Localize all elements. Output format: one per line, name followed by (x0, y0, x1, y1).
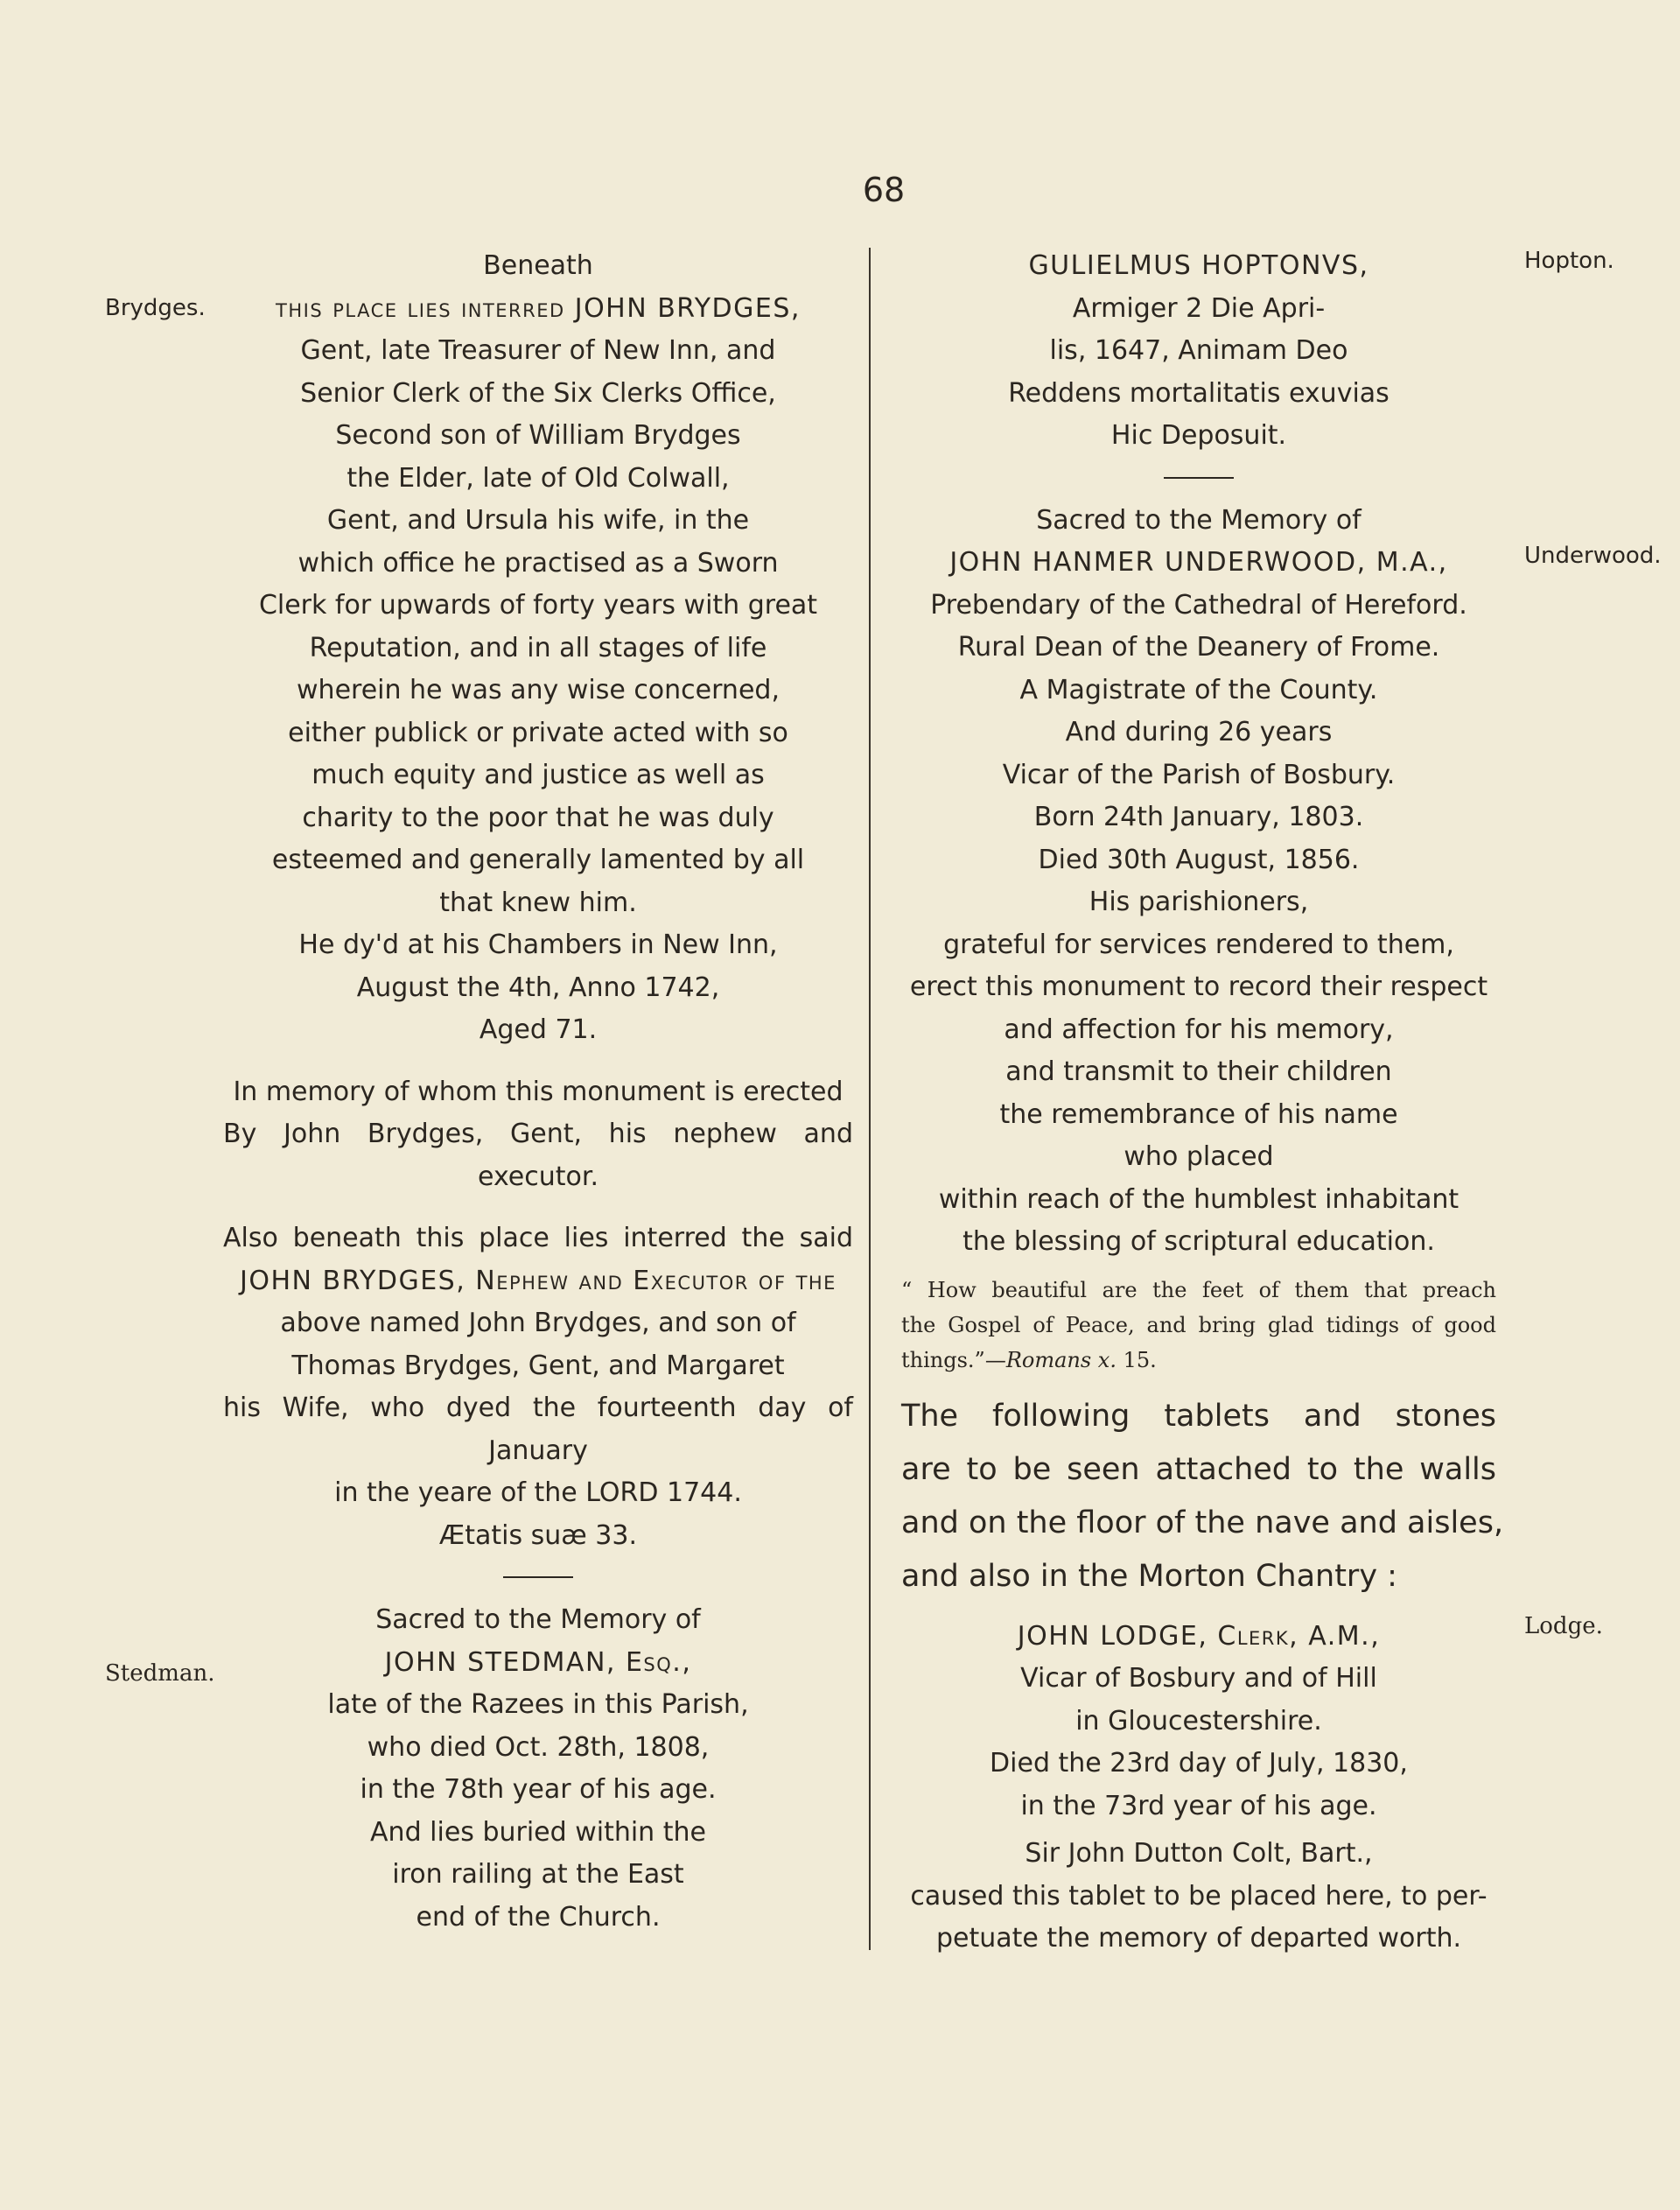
section-rule (503, 1576, 573, 1578)
underwood-epitaph (884, 500, 1514, 1264)
quote-line: the Gospel of Peace, and bring glad tidings of good (901, 1312, 1496, 1337)
epitaph-line: and affection for his memory, (1004, 1014, 1394, 1045)
right-column (884, 245, 1514, 1961)
paragraph-line: By John Brydges, Gent, his nephew and (223, 1119, 853, 1149)
epitaph-line: who died Oct. 28th, 1808, (367, 1731, 710, 1763)
paragraph-line: above named John Brydges, and son of (280, 1308, 796, 1338)
epitaph-line: Sacred to the Memory of (1036, 504, 1362, 536)
margin-note-brydges: Brydges. (105, 295, 206, 321)
epitaph-line: Prebendary of the Cathedral of Hereford. (930, 589, 1467, 621)
epitaph-line: Vicar of the Parish of Bosbury. (1002, 759, 1396, 790)
epitaph-line: Gent, and Ursula his wife, in the (326, 505, 750, 536)
epitaph-line: end of the Church. (416, 1901, 661, 1933)
epitaph-line: erect this monument to record their respect (909, 972, 1488, 1002)
paragraph-line: executor. (478, 1161, 598, 1192)
epitaph-line: who placed (1124, 1141, 1274, 1172)
memory-paragraph (223, 1071, 853, 1199)
epitaph-line: this place lies interred JOHN BRYDGES, (276, 292, 801, 324)
paragraph-line: Thomas Brydges, Gent, and Margaret (291, 1350, 785, 1381)
margin-note-lodge: Lodge. (1524, 1613, 1603, 1639)
column-divider (869, 248, 871, 1950)
dedication-line: petuate the memory of departed worth. (935, 1923, 1462, 1954)
paragraph-line: his Wife, who dyed the fourteenth day of (223, 1393, 853, 1423)
quote-verse: 15. (1123, 1347, 1157, 1372)
epitaph-line: wherein he was any wise concerned, (297, 675, 780, 705)
epitaph-line: Reddens mortalitatis exuvias (1008, 377, 1390, 409)
epitaph-line: the blessing of scriptural education. (962, 1226, 1435, 1257)
scripture-quote (884, 1273, 1514, 1378)
epitaph-line: GULIELMUS HOPTONVS, (1028, 250, 1369, 281)
epitaph-line: either publick or private acted with so (288, 717, 788, 748)
brydges-epitaph (223, 245, 853, 1052)
colt-dedication (884, 1833, 1514, 1961)
epitaph-line: late of the Razees in this Parish, (327, 1689, 749, 1720)
intro-line: and also in the Morton Chantry : (901, 1558, 1397, 1594)
epitaph-line: His parishioners, (1088, 887, 1309, 917)
intro-line: are to be seen attached to the walls (901, 1451, 1496, 1487)
epitaph-line: Senior Clerk of the Six Clerks Office, (300, 377, 776, 409)
margin-note-underwood: Underwood. (1524, 543, 1662, 569)
epitaph-line: JOHN STEDMAN, Esq., (384, 1646, 692, 1678)
stedman-epitaph (223, 1599, 853, 1939)
epitaph-line: iron railing at the East (392, 1859, 684, 1890)
margin-note-stedman: Stedman. (105, 1660, 215, 1687)
quote-reference: Romans x. (1005, 1347, 1116, 1372)
epitaph-line: And during 26 years (1065, 717, 1333, 747)
epitaph-line: the Elder, late of Old Colwall, (346, 462, 730, 494)
epitaph-line: Sacred to the Memory of (375, 1604, 701, 1635)
epitaph-line: Gent, late Treasurer of New Inn, and (300, 335, 776, 366)
epitaph-line: And lies buried within the (370, 1816, 706, 1848)
section-rule (1164, 477, 1234, 479)
epitaph-line: JOHN HANMER UNDERWOOD, M.A., (949, 547, 1448, 578)
quote-text: things.”— (901, 1347, 1006, 1372)
dedication-line: Sir John Dutton Colt, Bart., (1025, 1838, 1373, 1869)
epitaph-line: Rural Dean of the Deanery of Frome. (957, 632, 1440, 663)
epitaph-line: and transmit to their children (1005, 1056, 1392, 1087)
lodge-epitaph (884, 1616, 1514, 1828)
paragraph-line: Also beneath this place lies interred the said (223, 1223, 853, 1253)
intro-line: and on the floor of the nave and aisles, (901, 1505, 1504, 1540)
paragraph-line: Ætatis suæ 33. (439, 1519, 637, 1551)
epitaph-line: Clerk for upwards of forty years with great (258, 590, 818, 621)
page-number: 68 (862, 171, 906, 209)
quote-line: “ How beautiful are the feet of them that preach (901, 1277, 1496, 1302)
intro-line: The following tablets and stones (901, 1398, 1496, 1434)
epitaph-line: that knew him. (439, 887, 637, 918)
epitaph-line: He dy'd at his Chambers in New Inn, (298, 930, 778, 960)
epitaph-line: JOHN LODGE, Clerk, A.M., (1017, 1620, 1381, 1652)
epitaph-line: within reach of the humblest inhabitant (938, 1183, 1460, 1215)
epitaph-line: esteemed and generally lamented by all (271, 845, 805, 875)
epitaph-line: Second son of William Brydges (335, 420, 741, 451)
paragraph-line: January (488, 1435, 588, 1466)
epitaph-line: grateful for services rendered to them, (943, 929, 1454, 960)
epitaph-line: in Gloucestershire. (1075, 1705, 1322, 1736)
epitaph-line: Armiger 2 Die Apri- (1072, 292, 1326, 324)
epitaph-line: much equity and justice as well as (312, 760, 765, 790)
epitaph-line: the remembrance of his name (999, 1098, 1398, 1130)
epitaph-line: August the 4th, Anno 1742, (356, 972, 720, 1003)
epitaph-line: charity to the poor that he was duly (302, 802, 774, 833)
epitaph-line: in the 73rd year of his age. (1020, 1790, 1377, 1821)
epitaph-line: Reputation, and in all stages of life (309, 632, 767, 663)
tablets-intro (884, 1390, 1514, 1603)
epitaph-line: Died the 23rd day of July, 1830, (990, 1748, 1408, 1779)
epitaph-line: Beneath (483, 250, 593, 281)
epitaph-line: Died 30th August, 1856. (1038, 844, 1360, 875)
quote-line (901, 1343, 1496, 1378)
epitaph-line: in the 78th year of his age. (360, 1774, 717, 1805)
epitaph-line: Born 24th January, 1803. (1033, 802, 1364, 832)
epitaph-line: which office he practised as a Sworn (298, 547, 779, 579)
left-column (223, 245, 853, 1939)
margin-note-hopton: Hopton. (1524, 248, 1614, 274)
paragraph-line: in the yeare of the LORD 1744. (334, 1477, 742, 1508)
also-paragraph (223, 1217, 853, 1557)
epitaph-line: Vicar of Bosbury and of Hill (1020, 1663, 1377, 1694)
epitaph-line: lis, 1647, Animam Deo (1049, 335, 1348, 366)
epitaph-line: Aged 71. (479, 1014, 598, 1045)
dedication-line: caused this tablet to be placed here, to per- (910, 1880, 1488, 1912)
paragraph-line: In memory of whom this monument is erected (233, 1076, 844, 1107)
epitaph-line: Hic Deposuit. (1110, 420, 1287, 451)
paragraph-line: JOHN BRYDGES, Nephew and Executor of the (240, 1265, 836, 1296)
hopton-epitaph (884, 245, 1514, 458)
epitaph-line: A Magistrate of the County. (1019, 674, 1378, 705)
